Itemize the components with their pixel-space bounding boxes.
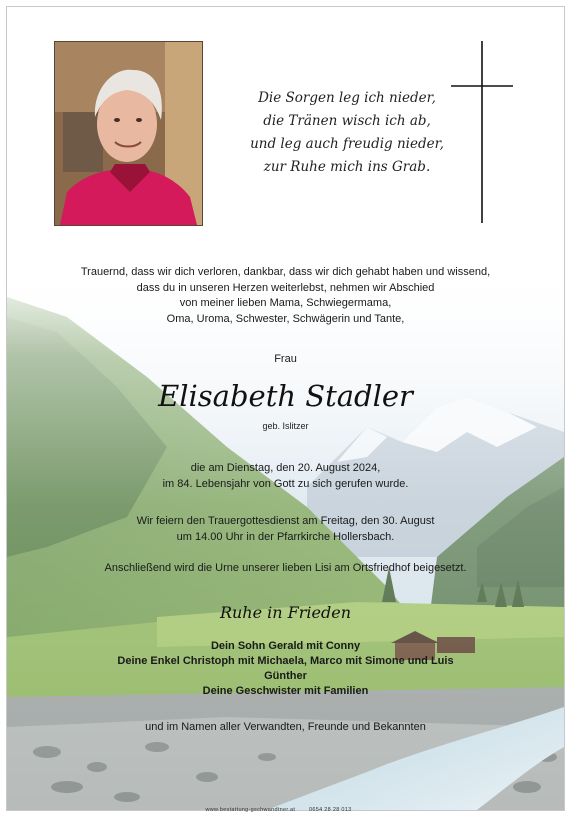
- death-notice: [7, 461, 564, 492]
- verse-line: die Tränen wisch ich ab,: [263, 113, 431, 129]
- footer-phone: 0654 28 28 013: [309, 807, 352, 813]
- intro-line: Oma, Uroma, Schwester, Schwägerin und Tante,: [166, 312, 405, 325]
- footer-website: www.bestattung-gschwandtner.at: [205, 807, 296, 813]
- verse-line: und leg auch freudig nieder,: [250, 136, 444, 152]
- burial-notice: Anschließend wird die Urne unserer lieben Lisi am Ortsfriedhof beigesetzt.: [104, 562, 467, 574]
- maiden-name: geb. Islitzer: [262, 421, 309, 431]
- death-line: die am Dienstag, den 20. August 2024,: [190, 462, 381, 474]
- footer: [0, 807, 557, 813]
- portrait-photo: [54, 41, 203, 226]
- salutation: Frau: [274, 353, 297, 365]
- service-notice: [7, 514, 564, 545]
- family-list: [7, 639, 564, 699]
- intro-line: von meiner lieben Mama, Schwiegermama,: [179, 297, 392, 309]
- family-line: Deine Geschwister mit Familien: [202, 685, 369, 697]
- obituary-card: [6, 6, 565, 811]
- verse-line: Die Sorgen leg ich nieder,: [258, 90, 436, 106]
- relatives-line: und im Namen aller Verwandten, Freunde und Bekannten: [145, 721, 426, 733]
- intro-line: Trauernd, dass wir dich verloren, dankbar, dass wir dich gehabt haben und wissend,: [80, 266, 491, 278]
- service-line: um 14.00 Uhr in der Pfarrkirche Hollersbach.: [176, 530, 395, 543]
- family-line: Günther: [264, 670, 307, 682]
- deceased-name: Elisabeth Stadler: [158, 379, 413, 413]
- service-line: Wir feiern den Trauergottesdienst am Freitag, den 30. August: [136, 515, 435, 527]
- family-line: Dein Sohn Gerald mit Conny: [210, 640, 361, 652]
- intro-text: [7, 265, 564, 327]
- family-line: Deine Enkel Christoph mit Michaela, Marco mit Simone und Luis: [117, 655, 454, 667]
- cross-icon: [451, 41, 513, 223]
- verse-line: zur Ruhe mich ins Grab.: [263, 159, 431, 175]
- rest-in-peace: Ruhe in Frieden: [219, 603, 352, 622]
- verse: [222, 87, 472, 179]
- death-line: im 84. Lebensjahr von Gott zu sich gerufen wurde.: [162, 477, 409, 490]
- intro-line: dass du in unseren Herzen weiterlebst, nehmen wir Abschied: [136, 281, 435, 294]
